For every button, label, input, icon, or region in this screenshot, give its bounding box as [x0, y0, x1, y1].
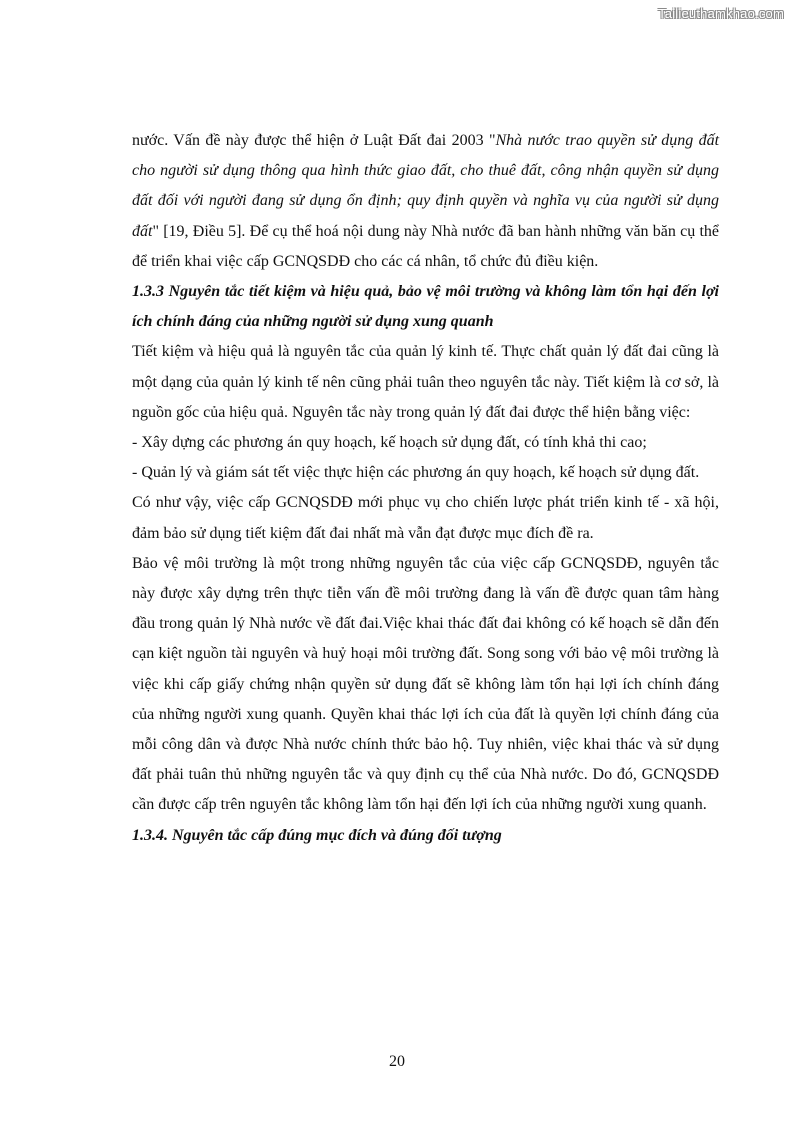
paragraph-chien-luoc: Có như vậy, việc cấp GCNQSDĐ mới phục vụ cho chiến lược phát triển kinh tế - xã hội, đảm bảo sử dụng tiết kiệm đất đai nhất mà vẫn đạt được mục đích đề ra. [132, 494, 719, 542]
quoted-law-text: Nhà nước trao quyền sử dụng đất cho người sử dụng thông qua hình thức giao đất, cho thuê đất, công nhận quyền sử dụng đất đối với người đang sử dụng ổn định; quy định quyền và nghĩa vụ của người sử dụng đất [132, 132, 720, 240]
watermark: Tailieuthamkhao.com [658, 6, 784, 21]
paragraph-luat-dat-dai [132, 126, 719, 277]
bullet-item: - Xây dựng các phương án quy hoạch, kế hoạch sử dụng đất, có tính khả thi cao; [132, 434, 647, 452]
page-content [132, 126, 719, 851]
paragraph-tiet-kiem: Tiết kiệm và hiệu quả là nguyên tắc của quản lý kinh tế. Thực chất quản lý đất đai cũng là một dạng của quản lý kinh tế nên cũng phải tuân theo nguyên tắc này. Tiết kiệm là cơ sở, là nguồn gốc của hiệu quả. Nguyên tắc này trong quản lý đất đai được thể hiện bằng việc: [132, 343, 719, 421]
paragraph-bao-ve-moi-truong: Bảo vệ môi trường là một trong những nguyên tắc của việc cấp GCNQSDĐ, nguyên tắc này được xây dựng trên thực tiễn vấn đề môi trường đang là vấn đề được quan tâm hàng đầu trong quản lý Nhà nước về đất đai.Việc khai thác đất đai không có kế hoạch sẽ dẫn đến cạn kiệt nguồn tài nguyên và huỷ hoại môi trường đất. Song song với bảo vệ môi trường là việc khi cấp giấy chứng nhận quyền sử dụng đất sẽ không làm tổn hại lợi ích chính đáng của những người xung quanh. Quyền khai thác lợi ích của đất là quyền lợi chính đáng của mỗi công dân và được Nhà nước chính thức bảo hộ. Tuy nhiên, việc khai thác và sử dụng đất phải tuân thủ những nguyên tắc và quy định cụ thể của Nhà nước. Do đó, GCNQSDĐ cần được cấp trên nguyên tắc không làm tổn hại đến lợi ích của những người xung quanh. [132, 554, 719, 814]
section-heading-1-3-3: 1.3.3 Nguyên tắc tiết kiệm và hiệu quả, bảo vệ môi trường và không làm tổn hại đến lợi ích chính đáng của những người sử dụng xung quanh [132, 283, 719, 331]
bullet-item: - Quản lý và giám sát tết việc thực hiện các phương án quy hoạch, kế hoạch sử dụng đất. [132, 464, 700, 482]
paragraph-text: nước. Vấn đề này được thể hiện ở Luật Đất đai 2003 " [132, 132, 496, 149]
page-number: 20 [389, 1053, 405, 1070]
section-heading-1-3-4: 1.3.4. Nguyên tắc cấp đúng mục đích và đúng đối tượng [132, 826, 502, 844]
paragraph-text: " [19, Điều 5]. Để cụ thể hoá nội dung này Nhà nước đã ban hành những văn băn cụ thể để triển khai việc cấp GCNQSDĐ cho các cá nhân, tổ chức đủ điều kiện. [132, 222, 719, 270]
